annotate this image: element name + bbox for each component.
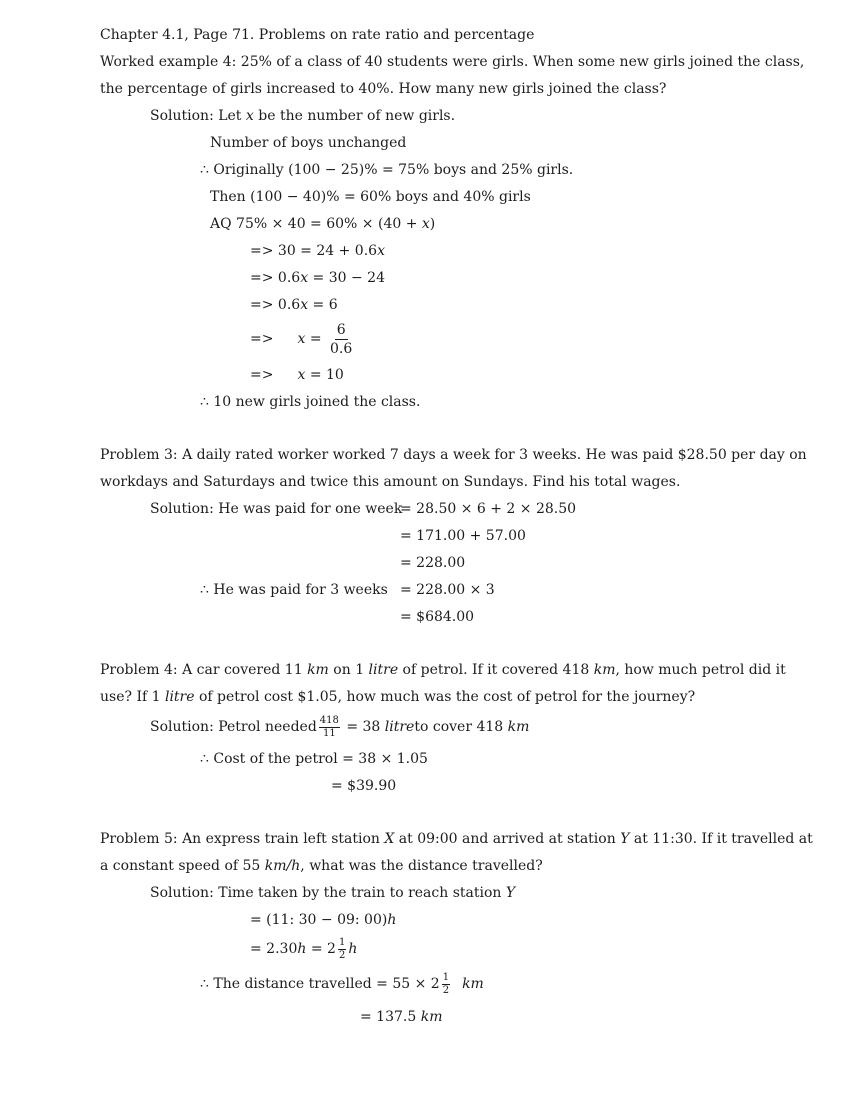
text: Solution: Time taken by the train to reach station [150, 885, 506, 901]
worked-example-step-3 [250, 296, 338, 314]
problem-3-question-line-1: Problem 3: A daily rated worker worked 7 days a week for 3 weeks. He was paid $28.50 per day on [100, 447, 807, 463]
text: = 2 [306, 941, 336, 957]
problem-3-weeks-label: ∴ He was paid for 3 weeks [200, 582, 388, 598]
text: , how much petrol did it [615, 662, 786, 678]
worked-example-line-4 [210, 215, 435, 233]
denominator: 11 [322, 727, 336, 739]
text: Solution: Petrol needed [150, 719, 317, 735]
text: to cover 418 [414, 719, 508, 735]
variable: x [297, 367, 306, 383]
unit: km [593, 662, 616, 678]
unit: h [297, 941, 307, 957]
text: = [305, 331, 327, 347]
text: = (11: 30 − 09: 00) [250, 912, 388, 928]
problem-5-question-line-2 [100, 857, 543, 875]
text: => 0.6 [250, 297, 301, 313]
denominator: 2 [442, 984, 450, 996]
problem-4-solution-line [150, 712, 529, 742]
text: at 09:00 and arrived at station [394, 831, 621, 847]
text: Problem 5: An express train left station [100, 831, 385, 847]
denominator: 2 [338, 949, 346, 961]
unit: km [462, 976, 484, 992]
problem-3-question-line-2: workdays and Saturdays and twice this amount on Sundays. Find his total wages. [100, 474, 681, 490]
variable: x [245, 108, 254, 124]
text: => 0.6 [250, 270, 301, 286]
problem-5-step-2 [250, 934, 357, 964]
unit: h [348, 941, 358, 957]
worked-example-question-line-1: Worked example 4: 25% of a class of 40 students were girls. When some new girls joined the class, [100, 54, 805, 70]
problem-3-solution-label: Solution: He was paid for one week [150, 501, 403, 517]
problem-4-cost-line: ∴ Cost of the petrol = 38 × 1.05 [200, 751, 428, 767]
problem-5-question-line-1 [100, 830, 813, 848]
text: = 2.30 [250, 941, 298, 957]
worked-example-step-4 [250, 320, 356, 358]
problem-3-step-4: = 228.00 × 3 [400, 582, 495, 598]
text: a constant speed of 55 [100, 858, 265, 874]
unit: h [387, 912, 397, 928]
denominator: 0.6 [330, 340, 353, 357]
variable: Y [620, 831, 630, 847]
problem-5-distance-line [200, 969, 484, 999]
text: = 137.5 [360, 1009, 421, 1025]
worked-example-line-3: Then (100 − 40)% = 60% boys and 40% girls [210, 189, 531, 205]
variable: x [297, 331, 306, 347]
text: ) [429, 216, 436, 232]
variable: x [421, 216, 430, 232]
problem-4-question-line-1 [100, 661, 786, 679]
text: be the number of new girls. [253, 108, 456, 124]
numerator: 6 [336, 321, 346, 338]
text: Solution: Let [150, 108, 246, 124]
unit: litre [164, 689, 195, 705]
worked-example-line-2: ∴ Originally (100 − 25)% = 75% boys and 25% girls. [200, 162, 574, 178]
problem-5-step-1 [250, 911, 396, 929]
worked-example-solution-intro [150, 107, 455, 125]
text: = 10 [305, 367, 344, 383]
unit: litre [384, 719, 415, 735]
unit: km [307, 662, 329, 678]
worked-example-question-line-2: the percentage of girls increased to 40%. How many new girls joined the class? [100, 81, 667, 97]
variable: x [300, 270, 309, 286]
numerator: 1 [338, 936, 346, 948]
unit: km/h [264, 858, 301, 874]
text: Problem 4: A car covered 11 [100, 662, 308, 678]
problem-5-solution-intro [150, 884, 515, 902]
worked-example-line-1: Number of boys unchanged [210, 135, 407, 151]
problem-4-answer: = $39.90 [331, 778, 397, 794]
worked-example-step-1 [250, 242, 385, 260]
fraction [442, 973, 450, 996]
text: => [250, 331, 274, 347]
text: AQ 75% × 40 = 60% × (40 + [210, 216, 422, 232]
text: of petrol. If it covered 418 [398, 662, 594, 678]
numerator: 418 [319, 714, 339, 726]
text: of petrol cost $1.05, how much was the cost of petrol for the journey? [194, 689, 696, 705]
problem-5-answer [360, 1008, 442, 1026]
variable: X [384, 831, 395, 847]
variable: Y [505, 885, 516, 901]
worked-example-conclusion: ∴ 10 new girls joined the class. [200, 394, 421, 410]
problem-3-answer: = $684.00 [400, 609, 475, 625]
fraction [328, 323, 354, 356]
text: ∴ The distance travelled = 55 × 2 [200, 976, 440, 992]
worked-example-step-2 [250, 269, 385, 287]
text: , what was the distance travelled? [300, 858, 543, 874]
problem-4-question-line-2 [100, 688, 695, 706]
fraction [338, 938, 346, 961]
numerator: 1 [442, 971, 450, 983]
problem-3-step-2: = 171.00 + 57.00 [400, 528, 526, 544]
unit: litre [368, 662, 399, 678]
text: => [250, 367, 274, 383]
unit: km [507, 719, 530, 735]
text: at 11:30. If it travelled at [629, 831, 813, 847]
variable: x [377, 243, 385, 259]
problem-3-step-3: = 228.00 [400, 555, 466, 571]
text: = 38 [341, 719, 385, 735]
text: = 6 [308, 297, 338, 313]
text: on 1 [328, 662, 369, 678]
fraction [319, 716, 340, 739]
variable: x [300, 297, 309, 313]
text: => 30 = 24 + 0.6 [250, 243, 378, 259]
page-title: Chapter 4.1, Page 71. Problems on rate ratio and percentage [100, 27, 535, 43]
unit: km [420, 1009, 443, 1025]
text: = 30 − 24 [308, 270, 385, 286]
worked-example-step-5 [250, 366, 344, 384]
problem-3-step-1: = 28.50 × 6 + 2 × 28.50 [400, 501, 577, 517]
text: use? If 1 [100, 689, 165, 705]
